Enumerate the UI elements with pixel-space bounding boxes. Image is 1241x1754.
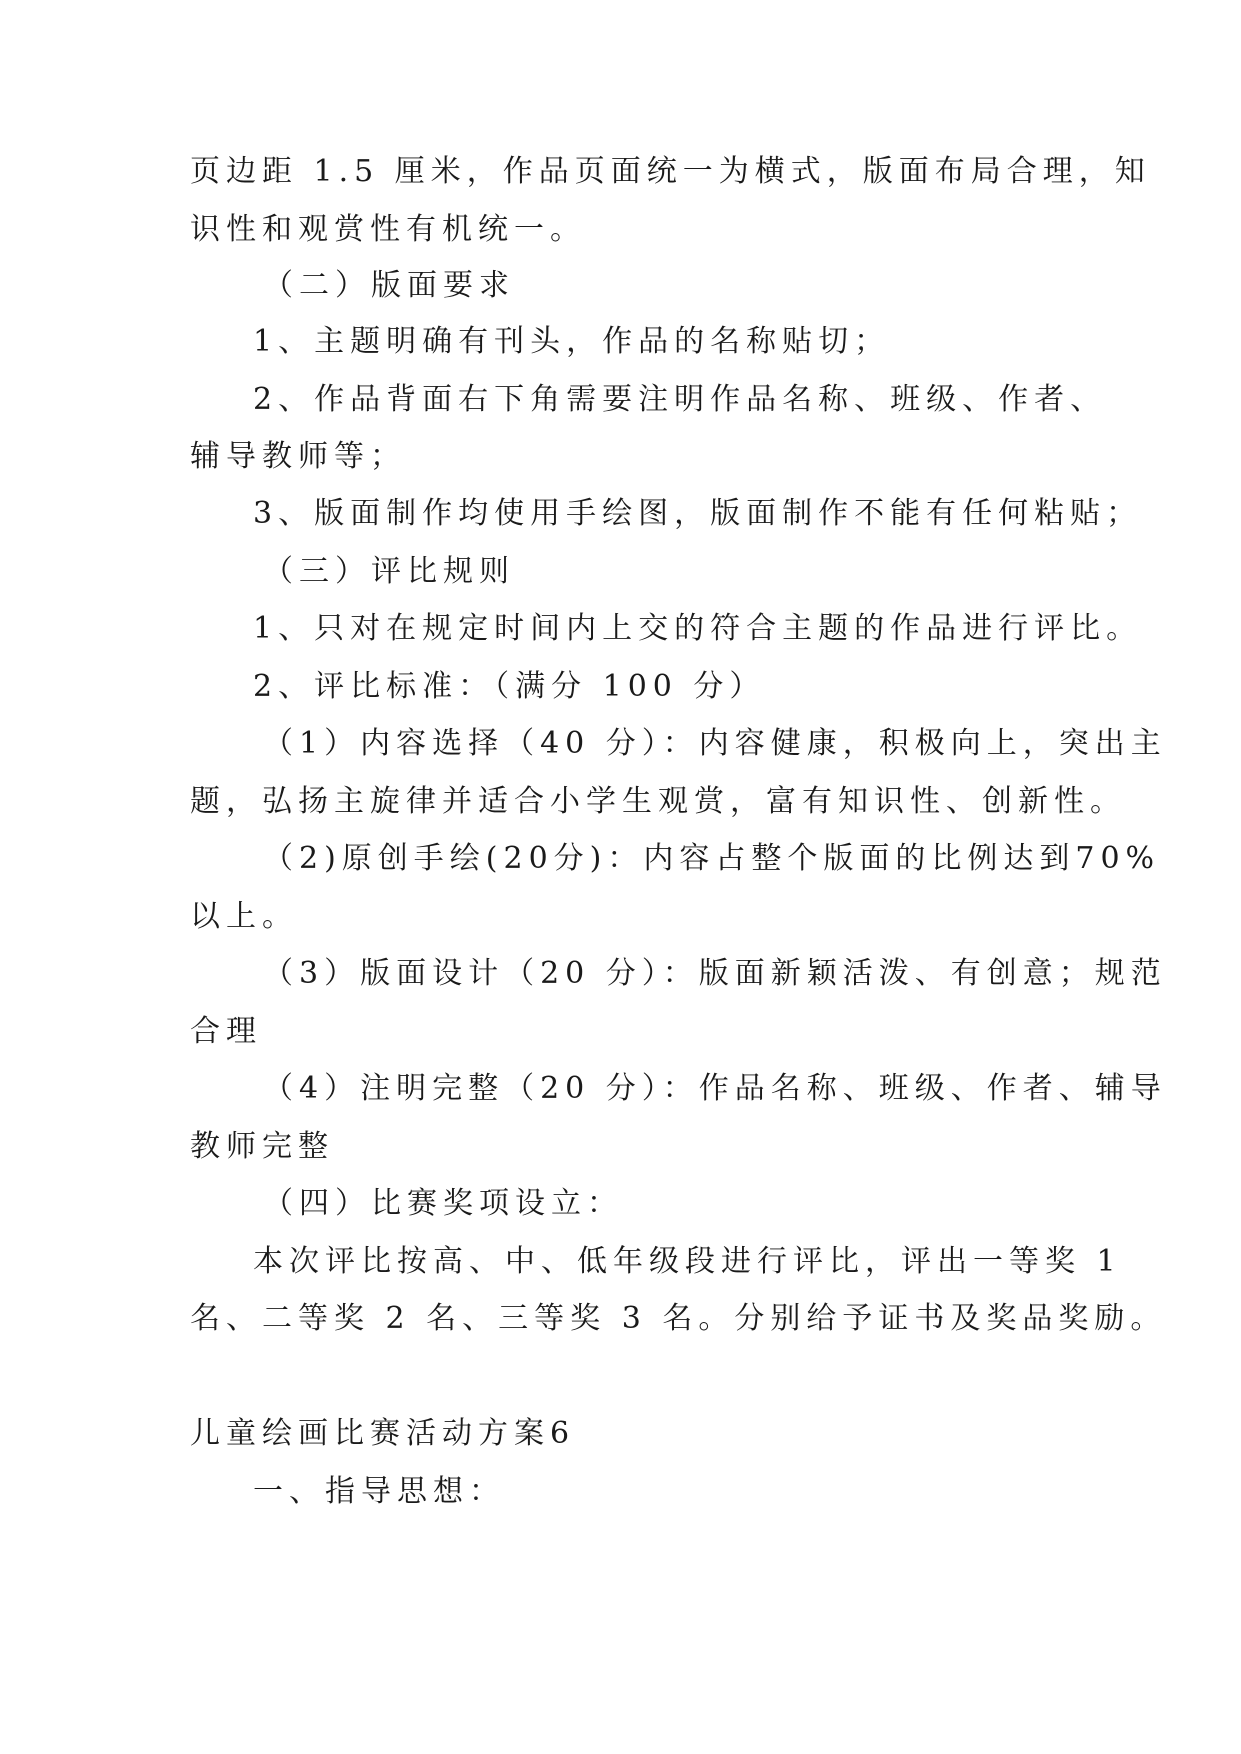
paragraph-line: 以上。 [190,899,298,934]
paragraph-line: 题，弘扬主旋律并适合小学生观赏，富有知识性、创新性。 [190,784,1126,819]
paragraph-line: 辅导教师等； [190,439,406,474]
paragraph-line: 1、只对在规定时间内上交的符合主题的作品进行评比。 [253,611,1143,646]
paragraph-line: 1、主题明确有刊头，作品的名称贴切； [253,324,891,359]
paragraph-line: 2、作品背面右下角需要注明作品名称、班级、作者、 [253,382,1107,417]
paragraph-line: （4）注明完整（20 分）：作品名称、班级、作者、辅导 [263,1071,1167,1106]
paragraph-line: 教师完整 [190,1129,334,1164]
paragraph-line: 2、评比标准：（满分 100 分） [253,669,766,704]
document-title: 儿童绘画比赛活动方案6 [190,1416,576,1451]
section-heading: 一、指导思想： [253,1474,505,1509]
paragraph-line: 名、二等奖 2 名、三等奖 3 名。分别给予证书及奖品奖励。 [190,1301,1167,1336]
paragraph-line: （3）版面设计（20 分）：版面新颖活泼、有创意；规范 [263,956,1167,991]
section-heading: （三）评比规则 [263,554,515,589]
section-heading: （二）版面要求 [263,268,515,303]
paragraph-line: 合理 [190,1014,262,1049]
paragraph-line: 本次评比按高、中、低年级段进行评比，评出一等奖 1 [253,1244,1122,1279]
section-heading: （四）比赛奖项设立： [263,1186,623,1221]
paragraph-line: 页边距 1.5 厘米，作品页面统一为横式，版面布局合理，知 [190,154,1151,189]
paragraph-line: （2)原创手绘(20分)：内容占整个版面的比例达到70% [263,841,1161,876]
paragraph-line: 识性和观赏性有机统一。 [190,212,586,247]
paragraph-line: （1）内容选择（40 分）：内容健康，积极向上，突出主 [263,726,1167,761]
paragraph-line: 3、版面制作均使用手绘图，版面制作不能有任何粘贴； [253,496,1143,531]
